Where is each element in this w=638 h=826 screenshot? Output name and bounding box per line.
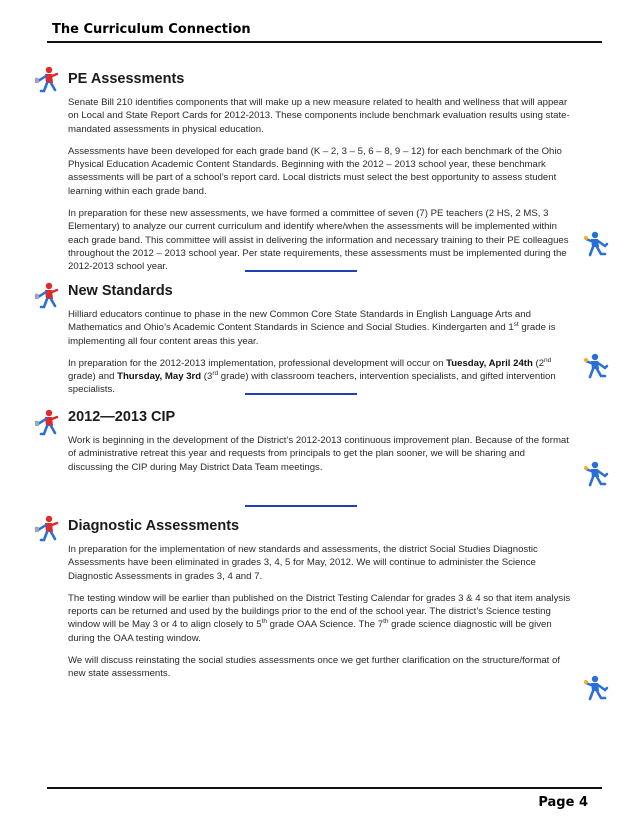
blue-kid-figure-icon: [580, 460, 610, 490]
paragraph: Senate Bill 210 identifies components that will make up a new measure related to health and wellness that will appear on Local and State Report Cards for 2012-2013. These components include benchmark evaluation results using state-mandated assessments in physical education.: [68, 97, 570, 135]
section-title: 2012—2013 CIP: [68, 409, 176, 425]
paragraph: Assessments have been developed for each grade band (K – 2, 3 – 5, 6 – 8, 9 – 12) for each benchmark of the Ohio Physical Education Academic Content Standards. Beginning with the 2012 – 2013 school year, these benchmark assessments will be part of a school’s report card. Local districts must select the best opportunity to assess student learning within each grade band.: [68, 145, 562, 197]
section-title: New Standards: [68, 283, 173, 299]
date-thursday: Thursday, May 3rd: [117, 371, 202, 383]
section-divider: [245, 393, 357, 395]
red-kid-figure-icon: [32, 65, 62, 95]
paragraph: Hilliard educators continue to phase in the new Common Core State Standards in English Language Arts and Mathematics and Ohio’s Academic Content Standards in Science and Social Studies. Kindergarten and 1st grade is implementing all four content areas this year.: [68, 309, 556, 347]
red-kid-figure-icon: [32, 408, 62, 438]
date-tuesday: Tuesday, April 24th: [446, 357, 533, 369]
blue-kid-figure-icon: [580, 230, 610, 260]
paragraph: We will discuss reinstating the social studies assessments once we get further clarification on the structure/format of new state assessments.: [68, 655, 560, 680]
paragraph: In preparation for these new assessments, we have formed a committee of seven (7) PE teachers (2 HS, 2 MS, 3 Elementary) to analyze our current curriculum and identify where/when the assessments will be implemented within each grade band. This committee will assist in delivering the information and necessary training to their PE colleagues throughout the 2012 – 2013 school year. Per state requirements, these assessments must be implemented during the 2012-2013 school year.: [68, 208, 569, 273]
section-cip: [68, 408, 572, 483]
paragraph: In preparation for the implementation of new standards and assessments, the district Social Studies Diagnostic Assessments have been eliminated in grades 3, 4, 5 for May, 2012. We will continue to administer the Science Diagnostic Assessments in grades 3, 4 and 7.: [68, 544, 538, 582]
section-title: Diagnostic Assessments: [68, 518, 240, 534]
paragraph: Work is beginning in the development of the District’s 2012-2013 continuous improvement plan. Because of the format of administrative retreat this year and requests from principals to get the plan sooner, we will be sharing and discussing the CIP during May District Data Team meetings.: [68, 435, 569, 473]
section-divider: [245, 270, 357, 272]
blue-kid-figure-icon: [580, 674, 610, 704]
newsletter-title: The Curriculum Connection: [52, 22, 251, 37]
red-kid-figure-icon: [32, 514, 62, 544]
section-new-standards: [68, 282, 572, 406]
header-rule: [47, 41, 602, 43]
page-number: Page 4: [538, 795, 588, 810]
footer-rule: [47, 787, 602, 789]
section-divider: [245, 505, 357, 507]
section-pe-assessments: [68, 70, 572, 283]
section-title: PE Assessments: [68, 71, 185, 87]
blue-kid-figure-icon: [580, 352, 610, 382]
section-diagnostic-assessments: [68, 517, 572, 690]
red-kid-figure-icon: [32, 281, 62, 311]
paragraph: In preparation for the 2012-2013 implementation, professional development will occur on Tuesday, April 24th (2nd grade) and Thursday, May 3rd (3rd grade) with classroom teachers, intervention specialists, and gifted intervention specialists.: [68, 356, 556, 396]
paragraph: The testing window will be earlier than published on the District Testing Calendar for grades 3 & 4 so that item analysis reports can be returned and used by the buildings prior to the end of the school year. The district’s Science testing window will be May 3 or 4 to align closely to 5th grade OAA Science. The 7th grade science diagnostic will be given during the OAA testing window.: [68, 592, 571, 644]
